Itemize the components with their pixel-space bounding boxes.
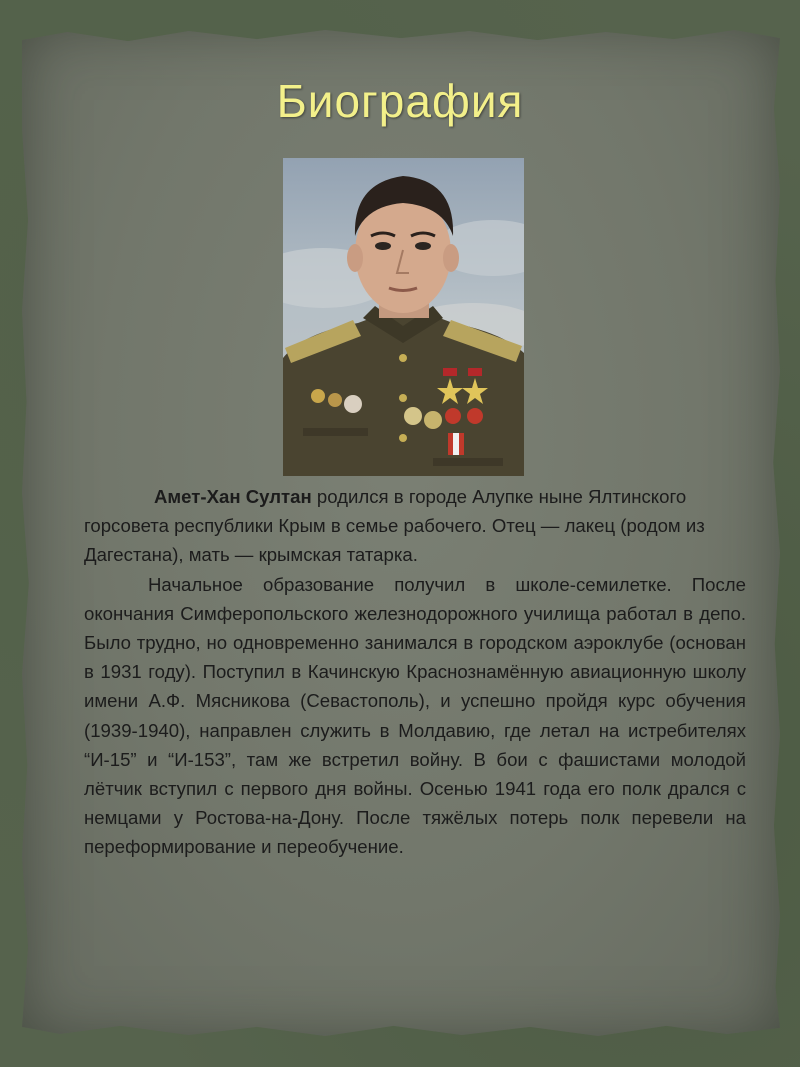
bio-paragraph-1 <box>84 482 746 570</box>
portrait-icon <box>283 158 524 476</box>
biography-text <box>84 482 746 862</box>
portrait-photo <box>283 158 524 476</box>
person-name: Амет-Хан Султан <box>154 486 312 507</box>
page-title: Биография <box>276 75 524 127</box>
bio-paragraph-1-text: родился в городе Алупке ныне Ялтинского горсовета республики Крым в семье рабочего. Отец — лакец (родом из Дагестана), мать — крымская татарка. <box>84 486 705 566</box>
bio-paragraph-2: Начальное образование получил в школе-семилетке. После окончания Симферопольского железнодорожного училища работал в депо. Было трудно, но одновременно занимался в городском аэроклубе (основан в 1931 году). Поступил в Качинскую Краснознамённую авиационную школу имени А.Ф. Мясникова (Севастополь), и успешно пройдя курс обучения (1939-1940), направлен служить в Молдавию, где летал на истребителях “И-15” и “И-153”, там же встретил войну. В бои с фашистами молодой лётчик вступил с первого дня войны. Осенью 1941 года его полк дрался с немцами у Ростова-на-Дону. После тяжёлых потерь полк перевели на переформирование и переобучение. <box>84 573 746 858</box>
